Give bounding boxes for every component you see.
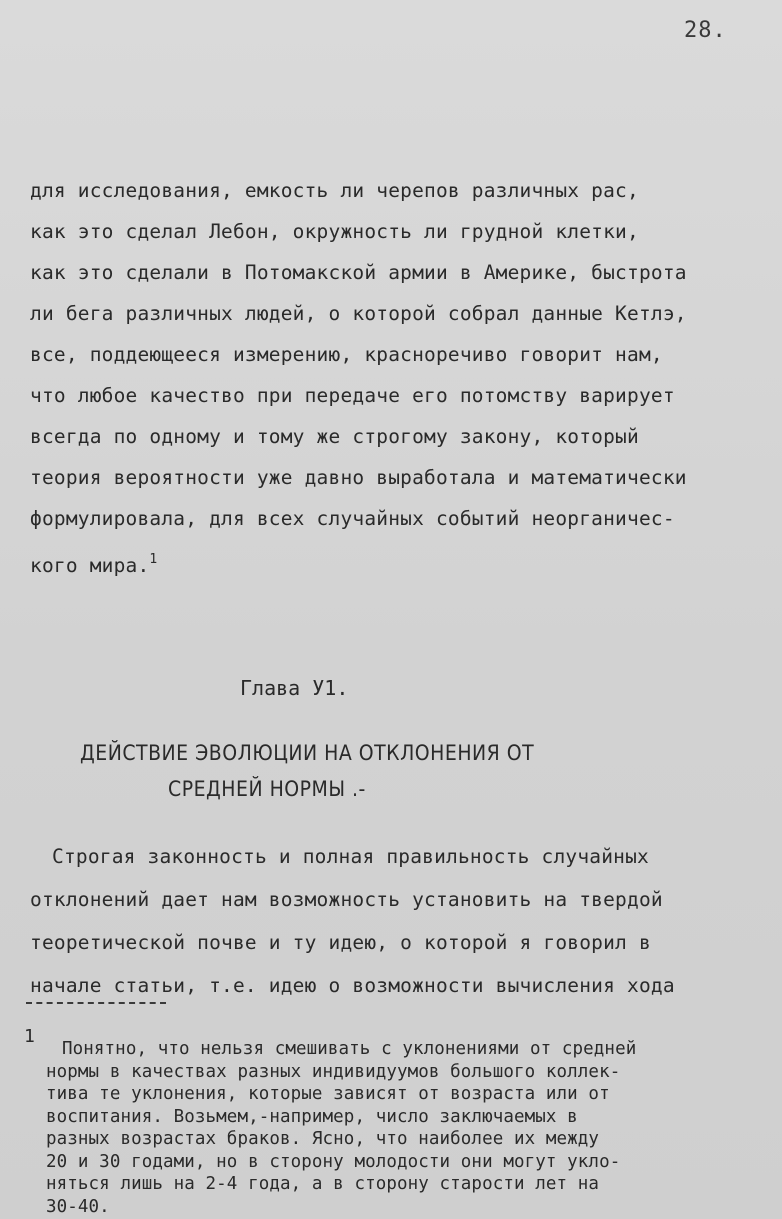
body-line: все, поддеющееся измерению, красноречиво говорит нам, xyxy=(30,343,663,366)
footnote-reference: 1 xyxy=(149,552,158,567)
body-text xyxy=(30,170,775,580)
paragraph-line: отклонений дает нам возможность установить на твердой xyxy=(30,888,663,911)
chapter-title xyxy=(80,735,700,807)
footnote-line: Понятно, что нельзя смешивать с уклонениями от средней xyxy=(62,1039,637,1059)
footnote-marker: 1 xyxy=(24,1026,35,1047)
footnote-line: няться лишь на 2-4 года, а в сторону старости лет на xyxy=(46,1174,600,1194)
footnote-line: тива те уклонения, которые зависят от возраста или от xyxy=(46,1084,610,1104)
body-line: формулировала, для всех случайных событий неорганичес- xyxy=(30,507,675,530)
body-line: как это сделали в Потомакской армии в Америке, быстрота xyxy=(30,261,687,284)
chapter-label: Глава У1. xyxy=(240,676,349,700)
footnote-line: 30-40. xyxy=(46,1196,110,1217)
page-number: 28. xyxy=(684,18,727,43)
paragraph xyxy=(30,835,775,1007)
paragraph-line: теоретической почве и ту идею, о которой я говорил в xyxy=(30,931,651,954)
footnote-line: нормы в качествах разных индивидуумов большого коллек- xyxy=(46,1061,621,1082)
chapter-title-line: СРЕДНЕЙ НОРМЫ .- xyxy=(168,777,366,801)
footnote xyxy=(46,1038,781,1218)
body-line: что любое качество при передаче его потомству варирует xyxy=(30,384,675,407)
footnote-line: 20 и 30 годами, но в сторону молодости они могут укло- xyxy=(46,1151,621,1172)
body-line: для исследования, емкость ли черепов различных рас, xyxy=(30,179,639,202)
body-line: как это сделал Лебон, окружность ли грудной клетки, xyxy=(30,220,639,243)
footnote-divider xyxy=(26,1002,166,1004)
body-line: ли бега различных людей, о которой собрал данные Кетлэ, xyxy=(30,302,687,325)
body-line: теория вероятности уже давно выработала и математически xyxy=(30,466,687,489)
paragraph-line: начале статьи, т.е. идею о возможности вычисления хода xyxy=(30,974,675,997)
body-line: всегда по одному и тому же строгому закону, который xyxy=(30,425,639,448)
footnote-line: разных возрастах браков. Ясно, что наиболее их между xyxy=(46,1129,600,1149)
paragraph-line: Строгая законность и полная правильность случайных xyxy=(52,845,649,868)
footnote-line: воспитания. Возьмем,-например, число заключаемых в xyxy=(46,1106,578,1127)
chapter-title-line: ДЕЙСТВИЕ ЭВОЛЮЦИИ НА ОТКЛОНЕНИЯ ОТ xyxy=(80,741,535,765)
body-line: кого мира.$^1$ xyxy=(30,552,158,577)
